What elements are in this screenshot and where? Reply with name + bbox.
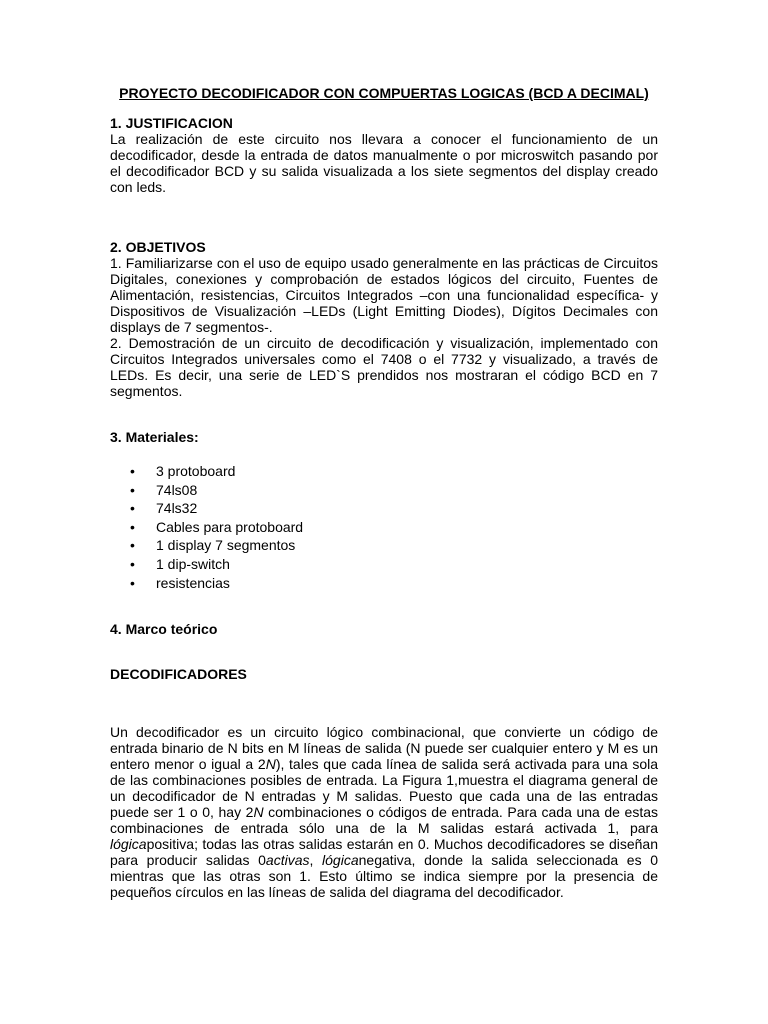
bullet-icon: • <box>130 500 135 517</box>
objective-2: 2. Demostración de un circuito de decodificación y visualización, implementado con Circuitos Integrados universales como el 7408 o el 7732 y visualizado, a través de LEDs. Es decir, una serie de LED`S prendidos nos mostraran el código BCD en 7 segmentos. <box>110 335 658 399</box>
bullet-icon: • <box>130 555 135 572</box>
list-item: • 74ls32 <box>130 500 198 517</box>
theory-heading: 4. Marco teórico <box>110 621 218 638</box>
document-page <box>110 85 658 900</box>
justification-heading: 1. JUSTIFICACION <box>110 115 233 131</box>
decoders-subheading: DECODIFICADORES <box>110 666 247 683</box>
bullet-icon: • <box>130 463 135 479</box>
list-item: • resistencias <box>130 574 230 591</box>
materials-list <box>110 462 658 592</box>
list-item: • 1 dip-switch <box>130 555 230 572</box>
list-item: • 1 display 7 segmentos <box>130 537 296 554</box>
list-item: • 3 protoboard <box>130 463 236 479</box>
objectives-heading: 2. OBJETIVOS <box>110 239 206 255</box>
bullet-icon: • <box>130 518 135 535</box>
document-title: PROYECTO DECODIFICADOR CON COMPUERTAS LOGICAS (BCD A DECIMAL) <box>119 85 649 101</box>
list-item: • Cables para protoboard <box>130 518 304 535</box>
justification-text: La realización de este circuito nos llevara a conocer el funcionamiento de un decodificador, desde la entrada de datos manualmente o por microswitch pasando por el decodificador BCD y su salida visualizada a los siete segmentos del display creado con leds. <box>110 131 658 195</box>
materials-heading: 3. Materiales: <box>110 429 199 445</box>
objective-1: 1. Familiarizarse con el uso de equipo usado generalmente en las prácticas de Circuitos Digitales, conexiones y comprobación de estados lógicos del circuito, Fuentes de Alimentación, resistencias, Circuitos Integrados –con una funcionalidad específica- y Dispositivos de Visualización –LEDs (Light Emitting Diodes), Dígitos Decimales con displays de 7 segmentos-. <box>110 255 658 335</box>
list-item: • 74ls08 <box>130 481 198 498</box>
theory-paragraph: Un decodificador es un circuito lógico combinacional, que convierte un código de entrada binario de N bits en M líneas de salida (N puede ser cualquier entero y M es un entero menor o igual a 2N), tales que cada línea de salida será activada para una sola de las combinaciones posibles de entrada. La Figura 1,muestra el diagrama general de un decodificador de N entradas y M salidas. Puesto que cada una de las entradas puede ser 1 o 0, hay 2N combinaciones o códigos de entrada. Para cada una de estas combinaciones de entrada sólo una de la M salidas estará activada 1, para lógicapositiva; todas las otras salidas estarán en 0. Muchos decodificadores se diseñan para producir salidas 0activas, lógicanegativa, donde la salida seleccionada es 0 mientras que las otras son 1. Esto último se indica siempre por la presencia de pequeños círculos en las líneas de salida del diagrama del decodificador. <box>110 724 659 901</box>
bullet-icon: • <box>130 574 135 591</box>
bullet-icon: • <box>130 481 135 498</box>
bullet-icon: • <box>130 537 135 554</box>
